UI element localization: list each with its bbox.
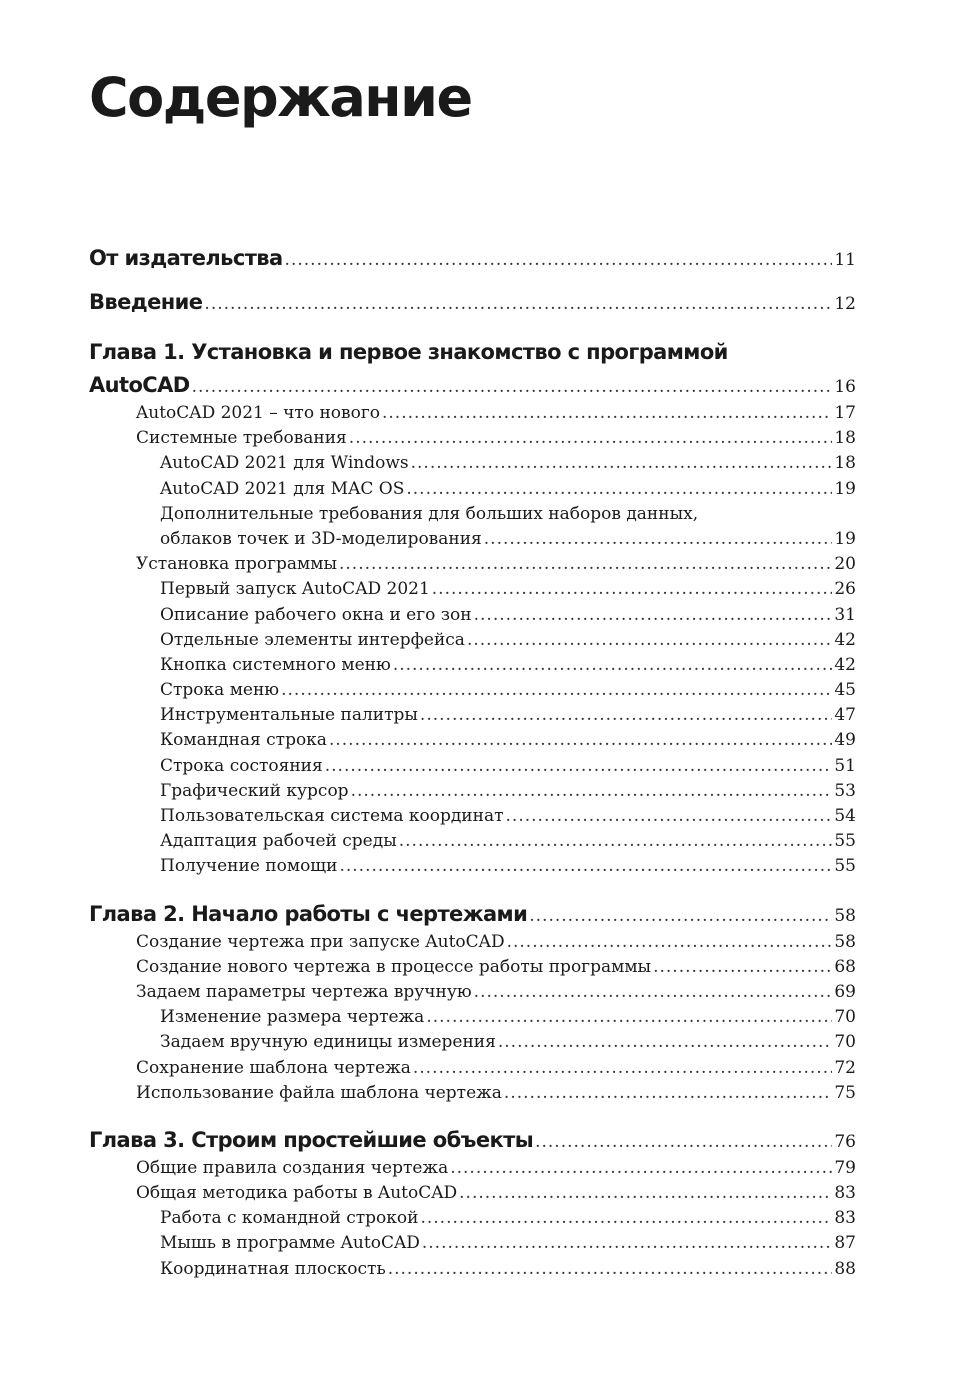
toc-page-number: 12	[834, 294, 856, 314]
toc-entry-label: Командная строка	[160, 730, 327, 751]
toc-entry[interactable]	[89, 451, 856, 476]
toc-entry-label: От издательства	[89, 246, 283, 270]
dot-leader	[339, 552, 832, 577]
toc-entry[interactable]	[89, 603, 856, 628]
toc-page-number: 51	[834, 755, 856, 776]
toc-page-number: 70	[834, 1032, 856, 1053]
toc-entry-label: Описание рабочего окна и его зон	[160, 604, 472, 625]
toc-entry[interactable]	[89, 1081, 856, 1106]
dot-leader	[204, 288, 832, 320]
toc-page-number: 72	[834, 1057, 856, 1078]
toc-entry[interactable]	[89, 955, 856, 980]
toc-entry[interactable]	[89, 703, 856, 728]
toc-page-number: 83	[834, 1208, 856, 1229]
toc-entry[interactable]	[89, 1056, 856, 1081]
toc-entry-label: Адаптация рабочей среды	[160, 831, 397, 852]
toc-page-number: 47	[834, 705, 856, 726]
toc-page-number: 53	[834, 780, 856, 801]
toc-entry[interactable]	[89, 577, 856, 602]
toc-entry-introduction[interactable]	[89, 286, 856, 318]
dot-leader	[506, 804, 833, 829]
toc-entry[interactable]	[89, 854, 856, 879]
toc-entry-label: Введение	[89, 290, 203, 314]
toc-page-number: 19	[834, 528, 856, 549]
toc-page-number: 58	[834, 931, 856, 952]
dot-leader	[653, 955, 832, 980]
toc-entry[interactable]	[89, 754, 856, 779]
toc-entry-label: Задаем параметры чертежа вручную	[136, 981, 472, 1002]
toc-entry-label: Строка состояния	[160, 755, 323, 776]
toc-page-number: 70	[834, 1007, 856, 1028]
dot-leader	[399, 829, 833, 854]
toc-page-number: 68	[834, 956, 856, 977]
dot-leader	[325, 754, 833, 779]
dot-leader	[529, 900, 832, 932]
toc-entry[interactable]	[89, 1231, 856, 1256]
toc-page-number: 19	[834, 478, 856, 499]
dot-leader	[349, 426, 833, 451]
toc-entry-label: Графический курсор	[160, 780, 349, 801]
toc-page-number: 18	[834, 453, 856, 474]
toc-page-number: 83	[834, 1183, 856, 1204]
toc-entry-label: облаков точек и 3D-моделирования	[160, 528, 482, 549]
toc-page-number: 69	[834, 981, 856, 1002]
dot-leader	[420, 703, 832, 728]
toc-entry[interactable]	[89, 527, 856, 552]
dot-leader	[285, 244, 833, 276]
dot-leader	[329, 728, 832, 753]
toc-entry-label: Создание нового чертежа в процессе работы программы	[136, 956, 652, 977]
toc-page-number: 17	[834, 403, 856, 423]
toc-entry-label: Мышь в программе AutoCAD	[160, 1233, 420, 1254]
dot-leader	[420, 1206, 832, 1231]
chapter-3-heading: Глава 3. Строим простейшие объекты	[89, 1127, 534, 1152]
toc-entry-label: Установка программы	[136, 554, 337, 575]
toc-entry[interactable]	[89, 628, 856, 653]
toc-entry-label: Первый запуск AutoCAD 2021	[160, 579, 430, 600]
toc-entry[interactable]	[89, 980, 856, 1005]
toc-page-number: 55	[834, 856, 856, 877]
dot-leader	[382, 401, 832, 426]
dot-leader	[432, 577, 833, 602]
toc-entry-label: AutoCAD 2021 для Windows	[160, 453, 409, 474]
dot-leader	[535, 1126, 832, 1158]
dot-leader	[339, 854, 832, 879]
toc-page-number: 18	[834, 428, 856, 449]
dot-leader	[281, 678, 832, 703]
toc-entry[interactable]	[89, 1181, 856, 1206]
toc-entry-label: Строка меню	[160, 680, 280, 701]
toc-entry[interactable]	[89, 477, 856, 502]
toc-entry[interactable]	[89, 728, 856, 753]
dot-leader	[192, 371, 833, 403]
toc-entry[interactable]	[89, 930, 856, 955]
toc-page-number: 31	[834, 604, 856, 625]
dot-leader	[406, 477, 832, 502]
toc-entry-label: Работа с командной строкой	[160, 1208, 419, 1229]
toc-page-number: 42	[834, 654, 856, 675]
toc-entry[interactable]	[89, 1257, 856, 1282]
toc-entry[interactable]	[89, 1030, 856, 1055]
toc-entry[interactable]	[89, 426, 856, 451]
toc-entry[interactable]	[89, 678, 856, 703]
toc-page-number: 75	[834, 1082, 856, 1103]
toc-entry-label: Создание чертежа при запуске AutoCAD	[136, 931, 505, 952]
toc-entry[interactable]	[89, 552, 856, 577]
toc-page-number: 88	[834, 1258, 856, 1279]
toc-page-number: 20	[834, 554, 856, 575]
dot-leader	[388, 1257, 833, 1282]
toc-entry[interactable]	[89, 1005, 856, 1030]
dot-leader	[459, 1181, 832, 1206]
toc-entry-label: Отдельные элементы интерфейса	[160, 629, 465, 650]
dot-leader	[498, 1030, 833, 1055]
toc-entry-label: Общая методика работы в AutoCAD	[136, 1183, 458, 1204]
toc-page-number: 87	[834, 1233, 856, 1254]
dot-leader	[450, 1156, 832, 1181]
toc-page-number: 55	[834, 831, 856, 852]
toc-entry-label: Получение помощи	[160, 856, 338, 877]
toc-page-number: 76	[834, 1131, 856, 1152]
dot-leader	[474, 980, 833, 1005]
toc-entry-label: Системные требования	[136, 428, 347, 449]
dot-leader	[351, 779, 833, 804]
toc-entry-chapter-1[interactable]	[89, 369, 856, 401]
dot-leader	[393, 653, 833, 678]
toc-page-number: 45	[834, 680, 856, 701]
toc-entry-chapter-2[interactable]	[89, 898, 856, 930]
toc-entry-label: AutoCAD	[89, 373, 190, 397]
toc-entry-label: Сохранение шаблона чертежа	[136, 1057, 411, 1078]
dot-leader	[411, 451, 833, 476]
toc-entry-label: Задаем вручную единицы измерения	[160, 1032, 496, 1053]
dot-leader	[413, 1056, 832, 1081]
toc-entry-label: Инструментальные палитры	[160, 705, 418, 726]
dot-leader	[474, 603, 833, 628]
toc-entry-label: AutoCAD 2021 – что нового	[136, 403, 380, 423]
dot-leader	[422, 1231, 832, 1256]
dot-leader	[507, 930, 833, 955]
toc-entry[interactable]	[89, 401, 856, 426]
toc-page-number: 42	[834, 629, 856, 650]
toc-entry[interactable]	[89, 804, 856, 829]
toc-entry-label: Общие правила создания чертежа	[136, 1157, 449, 1178]
toc-entry-from-publisher[interactable]	[89, 242, 856, 274]
dot-leader	[426, 1005, 832, 1030]
toc-page-number: 79	[834, 1157, 856, 1178]
toc-page-number: 11	[834, 250, 856, 270]
toc-entry-label: Использование файла шаблона чертежа	[136, 1082, 502, 1103]
toc-entry[interactable]	[89, 829, 856, 854]
table-of-contents	[89, 242, 856, 1282]
toc-page-number: 26	[834, 579, 856, 600]
dot-leader	[484, 527, 833, 552]
dot-leader	[504, 1081, 832, 1106]
toc-page-number: 49	[834, 730, 856, 751]
toc-entry-label: Пользовательская система координат	[160, 806, 504, 826]
dot-leader	[467, 628, 832, 653]
chapter-1-heading[interactable]: Глава 1. Установка и первое знакомство с программой	[89, 340, 728, 364]
toc-page-number: 16	[834, 377, 856, 397]
toc-entry-label-line1[interactable]: Дополнительные требования для больших наборов данных,	[160, 503, 699, 524]
toc-entry[interactable]	[89, 779, 856, 804]
toc-page-number: 58	[834, 905, 856, 926]
toc-entry-chapter-3[interactable]	[89, 1124, 856, 1156]
toc-entry[interactable]	[89, 653, 856, 678]
toc-entry[interactable]	[89, 1206, 856, 1231]
chapter-2-heading: Глава 2. Начало работы с чертежами	[89, 901, 528, 926]
toc-page-number: 54	[834, 806, 856, 826]
toc-entry[interactable]	[89, 1156, 856, 1181]
toc-entry-label: Координатная плоскость	[160, 1258, 386, 1279]
toc-entry-label: Кнопка системного меню	[160, 654, 391, 675]
page-title: Содержание	[89, 66, 472, 129]
toc-entry-label: Изменение размера чертежа	[160, 1007, 425, 1028]
toc-entry-label: AutoCAD 2021 для MAC OS	[160, 478, 405, 499]
